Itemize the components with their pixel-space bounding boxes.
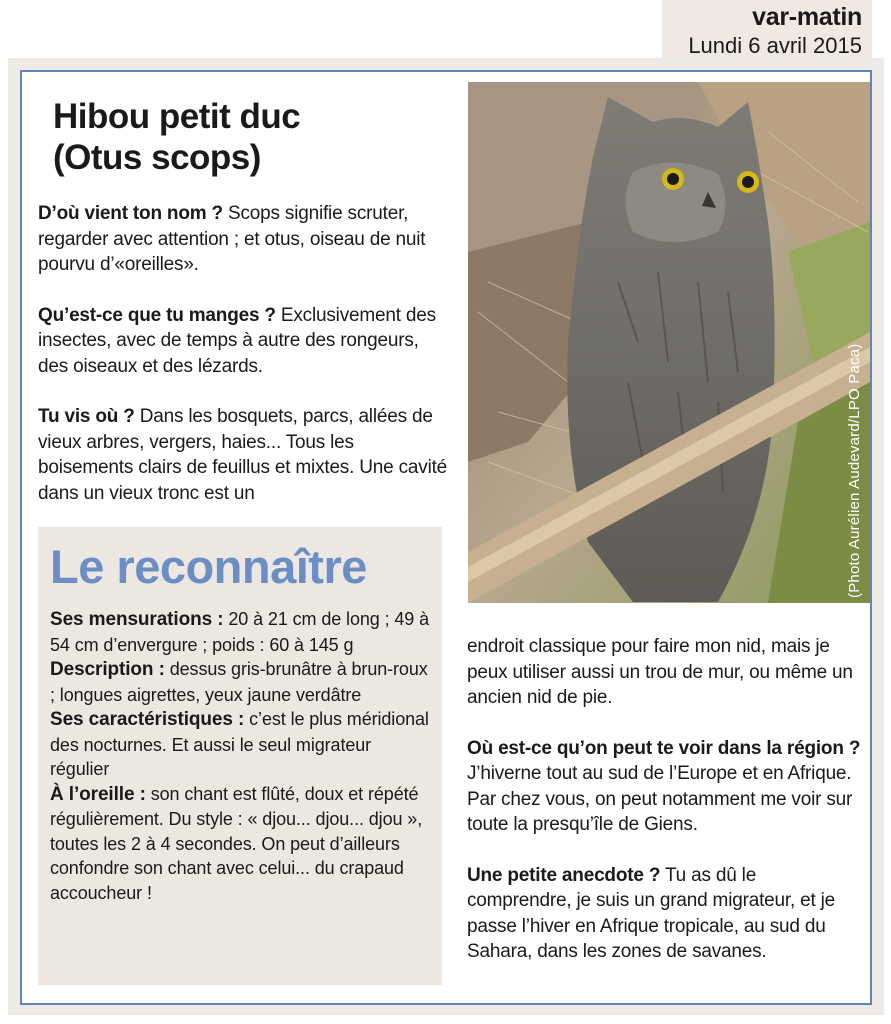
box-item-characteristics	[50, 707, 435, 782]
box-label-characteristics: Ses caractéristiques :	[50, 709, 245, 730]
box-label-description: Description :	[50, 659, 165, 680]
section-region	[467, 736, 862, 838]
box-label-song: À l’oreille :	[50, 783, 146, 805]
owl-photo	[468, 82, 870, 603]
box-label-measurements: Ses mensurations :	[50, 609, 224, 630]
answer-name: Scops signifie scruter, regarder avec attention ; et otus, oiseau de nuit pourvu d’«oreilles».	[38, 203, 426, 275]
box-item-song	[50, 782, 435, 906]
box-content	[50, 607, 435, 905]
section-habitat	[38, 404, 448, 506]
question-region: Où est-ce qu’on peut te voir dans la région ?	[467, 737, 861, 759]
section-food	[38, 303, 448, 380]
box-item-description	[50, 657, 435, 707]
section-anecdote	[467, 863, 862, 965]
right-column	[467, 634, 862, 990]
question-food: Qu’est-ce que tu manges ?	[38, 304, 276, 326]
answer-habitat: Dans les bosquets, parcs, allées de vieux arbres, vergers, haies... Tous les boisements clairs de feuillus et mixtes. Une cavité dans un vieux tronc est un	[38, 406, 448, 504]
box-item-measurements	[50, 607, 435, 657]
box-title: Le reconnaître	[50, 540, 367, 593]
box-text-song: son chant est flûté, doux et répété régulièrement. Du style : « djou... djou... djou », toutes les 2 à 4 secondes. On peut d’ailleurs confondre son chant avec celui... du crapaud accoucheur !	[50, 783, 423, 903]
question-name: D’où vient ton nom ?	[38, 203, 223, 224]
section-name	[38, 201, 448, 278]
article-title	[53, 96, 300, 178]
answer-food: Exclusivement des insectes, avec de temps à autre des rongeurs, des oiseaux et des lézards.	[38, 304, 436, 377]
answer-region: J’hiverne tout au sud de l’Europe et en Afrique. Par chez vous, on peut notamment me voir sur toute la presqu’île de Giens.	[467, 763, 853, 835]
photo-credit-text: (Photo Aurélien Audevard/LPO Paca)	[846, 343, 863, 598]
title-line-1: Hibou petit duc	[53, 97, 301, 136]
left-column	[38, 201, 448, 531]
question-anecdote: Une petite anecdote ?	[467, 864, 661, 886]
newspaper-name: var-matin	[752, 3, 862, 31]
answer-anecdote: Tu as dû le comprendre, je suis un grand migrateur, et je passe l’hiver en Afrique tropicale, au sud du Sahara, dans les zones de savanes.	[467, 864, 836, 962]
continuation-text: endroit classique pour faire mon nid, mais je peux utiliser aussi un trou de mur, ou même un ancien nid de pie.	[467, 636, 853, 708]
box-text-measurements: 20 à 21 cm de long ; 49 à 54 cm d’envergure ; poids : 60 à 145 g	[50, 609, 430, 655]
publication-date: Lundi 6 avril 2015	[688, 33, 862, 58]
box-text-characteristics: c’est le plus méridional des nocturnes. Et aussi le seul migrateur régulier	[50, 709, 429, 779]
question-habitat: Tu vis où ?	[38, 406, 135, 427]
box-text-description: dessus gris-brunâtre à brun-roux ; longues aigrettes, yeux jaune verdâtre	[50, 659, 428, 705]
title-line-2: (Otus scops)	[53, 138, 261, 177]
